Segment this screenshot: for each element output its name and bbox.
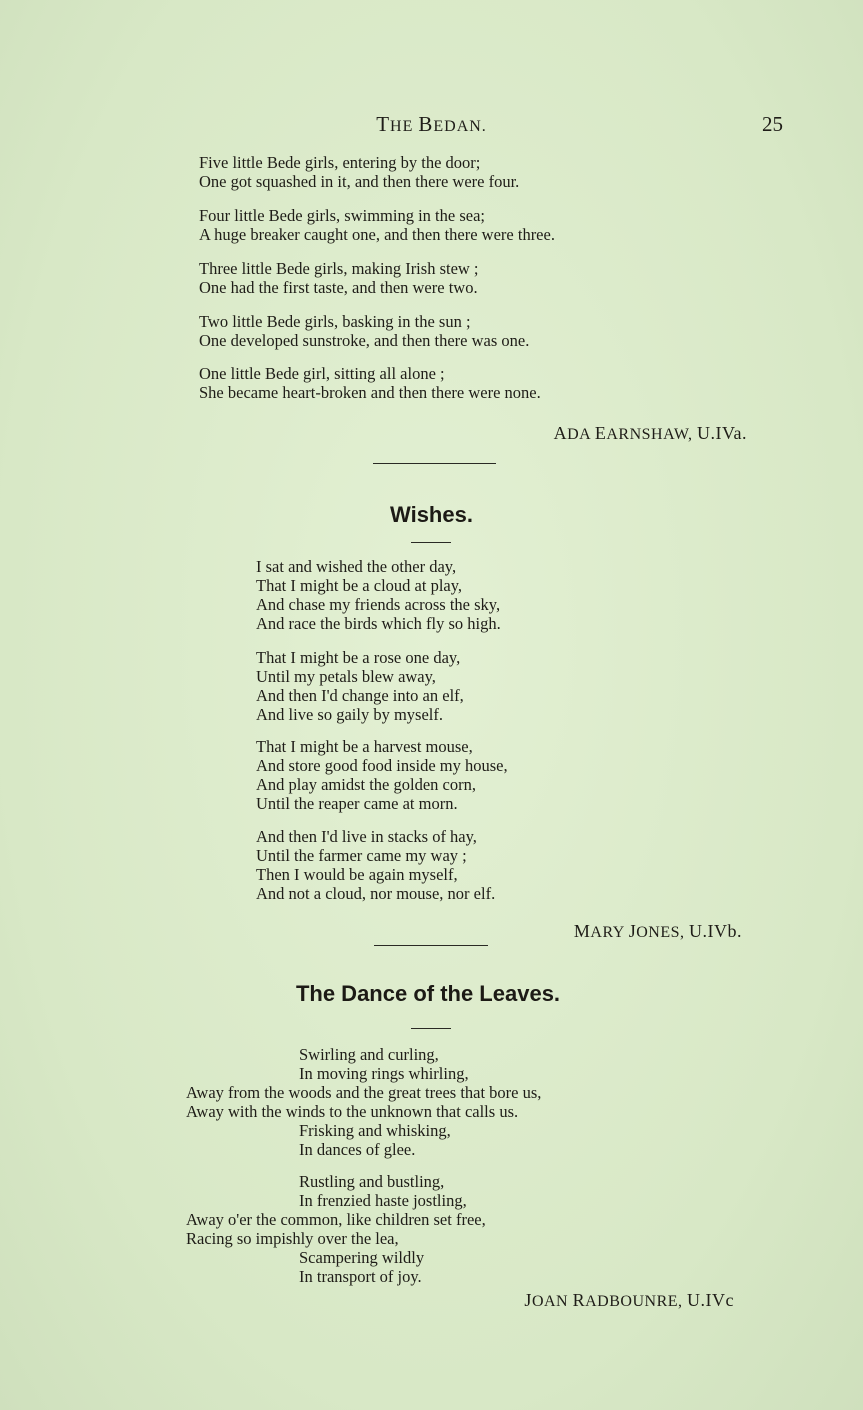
stanza bbox=[186, 1172, 746, 1286]
verse-line: And race the birds which fly so high. bbox=[256, 614, 501, 633]
verse-line: In frenzied haste jostling, bbox=[299, 1191, 467, 1210]
verse-line: And store good food inside my house, bbox=[256, 756, 508, 775]
stanza bbox=[199, 259, 479, 297]
poem-title: Wishes. bbox=[390, 502, 473, 527]
stanza bbox=[199, 153, 519, 191]
verse-line: One had the first taste, and then were two. bbox=[199, 278, 478, 297]
verse-line: That I might be a rose one day, bbox=[256, 648, 461, 667]
verse-line: In moving rings whirling, bbox=[299, 1064, 469, 1083]
verse-line: And chase my friends across the sky, bbox=[256, 595, 501, 614]
author-credit: JOAN RADBOUNRE, U.IVc bbox=[524, 1290, 734, 1310]
section-divider bbox=[373, 463, 496, 464]
verse-line: And not a cloud, nor mouse, nor elf. bbox=[256, 884, 496, 903]
stanza bbox=[199, 364, 541, 402]
verse-line: A huge breaker caught one, and then there were three. bbox=[199, 225, 555, 244]
verse-line: Then I would be again myself, bbox=[256, 865, 458, 884]
page-number: 25 bbox=[762, 112, 783, 136]
stanza bbox=[186, 1045, 746, 1159]
verse-line: That I might be a harvest mouse, bbox=[256, 737, 473, 756]
header-initial: T bbox=[376, 112, 391, 136]
title-rule bbox=[411, 542, 451, 543]
verse-line: In dances of glee. bbox=[299, 1140, 416, 1159]
author-credit: MARY JONES, U.IVb. bbox=[573, 921, 742, 941]
verse-line: And then I'd change into an elf, bbox=[256, 686, 464, 705]
verse-line: Until my petals blew away, bbox=[256, 667, 436, 686]
verse-line: Away from the woods and the great trees that bore us, bbox=[186, 1083, 542, 1102]
verse-line: I sat and wished the other day, bbox=[256, 557, 457, 576]
verse-line: Until the farmer came my way ; bbox=[256, 846, 467, 865]
verse-line: Five little Bede girls, entering by the door; bbox=[199, 153, 481, 172]
verse-line: Racing so impishly over the lea, bbox=[186, 1229, 399, 1248]
stanza bbox=[256, 648, 464, 724]
author-credit: ADA EARNSHAW, U.IVa. bbox=[553, 423, 747, 443]
verse-line: Away with the winds to the unknown that calls us. bbox=[186, 1102, 519, 1121]
header-text-end: EDAN. bbox=[433, 118, 487, 135]
title-rule bbox=[411, 1028, 451, 1029]
verse-line: And play amidst the golden corn, bbox=[256, 775, 476, 794]
running-header bbox=[0, 112, 863, 137]
verse-line: Three little Bede girls, making Irish stew ; bbox=[199, 259, 479, 278]
stanza bbox=[256, 737, 508, 813]
verse-line: Scampering wildly bbox=[299, 1248, 425, 1267]
header-text: HE bbox=[390, 118, 419, 135]
verse-line: And then I'd live in stacks of hay, bbox=[256, 827, 477, 846]
verse-line: Two little Bede girls, basking in the sun ; bbox=[199, 312, 471, 331]
verse-line: Four little Bede girls, swimming in the sea; bbox=[199, 206, 485, 225]
stanza bbox=[199, 312, 529, 350]
verse-line: In transport of joy. bbox=[299, 1267, 422, 1286]
verse-line: Frisking and whisking, bbox=[299, 1121, 451, 1140]
verse-line: That I might be a cloud at play, bbox=[256, 576, 463, 595]
verse-line: She became heart-broken and then there were none. bbox=[199, 383, 541, 402]
poem-title: The Dance of the Leaves. bbox=[295, 981, 561, 1006]
verse-line: Away o'er the common, like children set free, bbox=[186, 1210, 486, 1229]
stanza bbox=[199, 206, 555, 244]
stanza bbox=[256, 557, 501, 633]
verse-line: Swirling and curling, bbox=[299, 1045, 439, 1064]
verse-line: Until the reaper came at morn. bbox=[256, 794, 458, 813]
verse-line: Rustling and bustling, bbox=[299, 1172, 445, 1191]
verse-line: One little Bede girl, sitting all alone ; bbox=[199, 364, 445, 383]
verse-line: And live so gaily by myself. bbox=[256, 705, 443, 724]
section-divider bbox=[374, 945, 488, 946]
stanza bbox=[256, 827, 495, 903]
verse-line: One got squashed in it, and then there were four. bbox=[199, 172, 520, 191]
header-initial-b: B bbox=[418, 112, 434, 136]
verse-line: One developed sunstroke, and then there was one. bbox=[199, 331, 530, 350]
